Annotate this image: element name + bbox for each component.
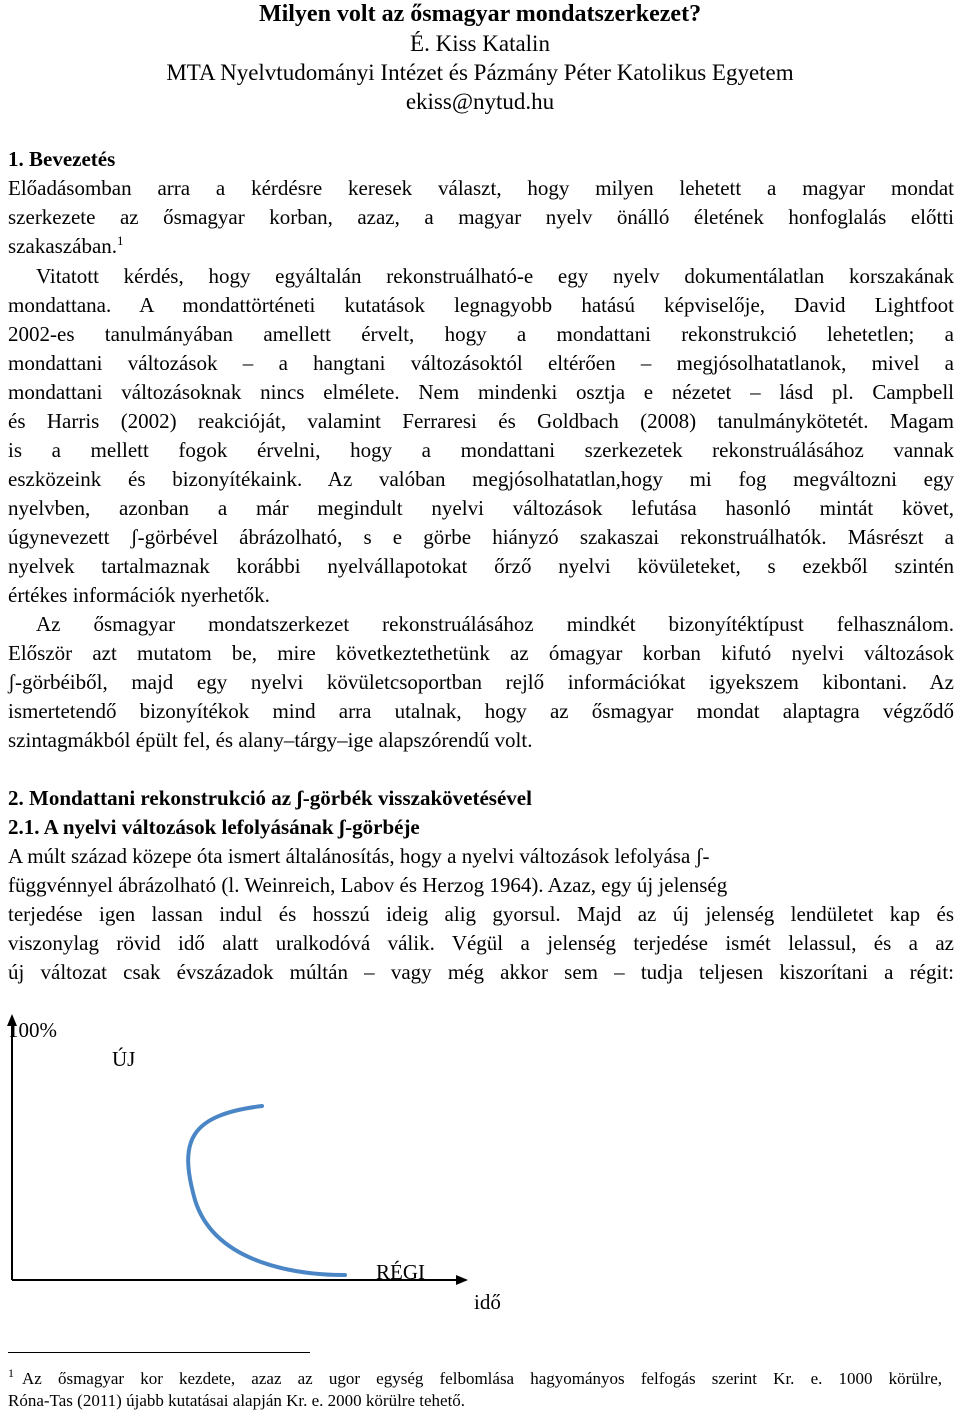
old-variant-label: RÉGI (376, 1260, 425, 1284)
paragraph-line: nyelvben, azonban a már megindult nyelvi változások lefutása hasonló mintát követ, (8, 496, 954, 520)
paragraph-line: új változat csak évszázadok múltán – vagy még akkor sem – tudja teljesen kiszorítani a régit: (8, 960, 954, 984)
paragraph-line: Előadásomban arra a kérdésre keresek választ, hogy milyen lehetett a magyar mondat (8, 176, 954, 200)
footnote-line: Az ősmagyar kor kezdete, azaz az ugor egység felbomlása hagyományos felfogás szerint Kr. e. 1000 körülre, (22, 1369, 942, 1388)
title-block (0, 0, 960, 116)
section-2-heading: 2. Mondattani rekonstrukció az ʃ-görbék visszakövetésével (8, 786, 532, 810)
section-1-heading: 1. Bevezetés (8, 147, 116, 171)
affiliation: MTA Nyelvtudományi Intézet és Pázmány Péter Katolikus Egyetem (166, 60, 794, 85)
section-2-1-heading: 2.1. A nyelvi változások lefolyásának ʃ-görbéje (8, 815, 420, 839)
paragraph-line: mondattani változásoknak nincs elmélete. Nem mindenki osztja e nézetet – lásd pl. Campbell (8, 380, 954, 404)
paragraph-line: és Harris (2002) reakcióját, valamint Ferraresi és Goldbach (2008) tanulmánykötetét. Magam (8, 409, 954, 433)
footnote-rule (8, 1352, 310, 1353)
page-title: Milyen volt az ősmagyar mondatszerkezet? (258, 1, 702, 27)
paragraph-line (8, 234, 954, 259)
footnote-number: 1 (8, 1366, 14, 1380)
paragraph-line: mondattani változások – a hangtani változásoktól eltérően – megjósolhatatlanok, mivel a (8, 351, 954, 375)
email: ekiss@nytud.hu (405, 89, 555, 114)
paragraph-line: ismertetendő bizonyítékok mind arra utalnak, hogy az ősmagyar mondat alaptagra végződő (8, 699, 954, 723)
paragraph-line: 2002-es tanulmányában amellett érvelt, hogy a mondattani rekonstrukció lehetetlen; a (8, 322, 954, 346)
footnote-line: Róna-Tas (2011) újabb kutatásai alapján Kr. e. 2000 körülre tehető. (8, 1391, 466, 1410)
paragraph-line: viszonylag rövid idő alatt uralkodóvá válik. Végül a jelenség terjedése ismét lelassul, és a az (8, 931, 954, 955)
paragraph-line: nyelvek tartalmaznak korábbi nyelvállapotokat őrző nyelvi kövületeket, s ezekből szintén (8, 554, 954, 578)
paragraph-line: szerkezete az ősmagyar korban, azaz, a magyar nyelv önálló életének honfoglalás előtti (8, 205, 954, 229)
paragraph-line: Az ősmagyar mondatszerkezet rekonstruálásához mindkét bizonyítéktípust felhasználom. (36, 612, 954, 636)
s-curve-figure (0, 1010, 520, 1310)
paragraph-line: Vitatott kérdés, hogy egyáltalán rekonstruálható-e egy nyelv dokumentálatlan korszakának (36, 264, 954, 288)
paragraph-line: ʃ-görbéiből, majd egy nyelvi kövületcsoportban rejlő információkat igyekszem kibontani. Az (8, 670, 954, 694)
x-axis-label: idő (474, 1290, 501, 1314)
paragraph-line: szintagmákból épült fel, és alany–tárgy–ige alapszórendű volt. (8, 728, 533, 752)
paragraph-line: Először azt mutatom be, mire következtethetünk az ómagyar korban kifutó nyelvi változások (8, 641, 954, 665)
y-axis-label: 100% (8, 1018, 57, 1042)
paragraph-line: úgynevezett ʃ-görbével ábrázolható, s e görbe hiányzó szakaszai rekonstruálhatók. Másrészt a (8, 525, 954, 549)
s-curve-line (188, 1106, 345, 1275)
paragraph-line: eszközeink és bizonyítékaink. Az valóban megjósolhatatlan,hogy mi fog megváltozni egy (8, 467, 954, 491)
new-variant-label: ÚJ (112, 1047, 136, 1071)
paragraph-line: függvénnyel ábrázolható (l. Weinreich, Labov és Herzog 1964). Azaz, egy új jelenség (8, 873, 728, 897)
paragraph-line: terjedése igen lassan indul és hosszú ideig alig gyorsul. Majd az új jelenség lendületet kap és (8, 902, 954, 926)
paragraph-line: mondattana. A mondattörténeti kutatások legnagyobb hatású képviselője, David Lightfoot (8, 293, 954, 317)
footnote-mark: 1 (117, 233, 124, 248)
paragraph-line: is a mellett fogok érvelni, hogy a mondattani szerkezetek rekonstruálásához vannak (8, 438, 954, 462)
paragraph-text: szakaszában. (8, 234, 118, 258)
paragraph-line: A múlt század közepe óta ismert általánosítás, hogy a nyelvi változások lefolyása ʃ- (8, 844, 710, 868)
author: É. Kiss Katalin (410, 31, 550, 56)
paragraph-line: értékes információk nyerhetők. (8, 583, 270, 607)
